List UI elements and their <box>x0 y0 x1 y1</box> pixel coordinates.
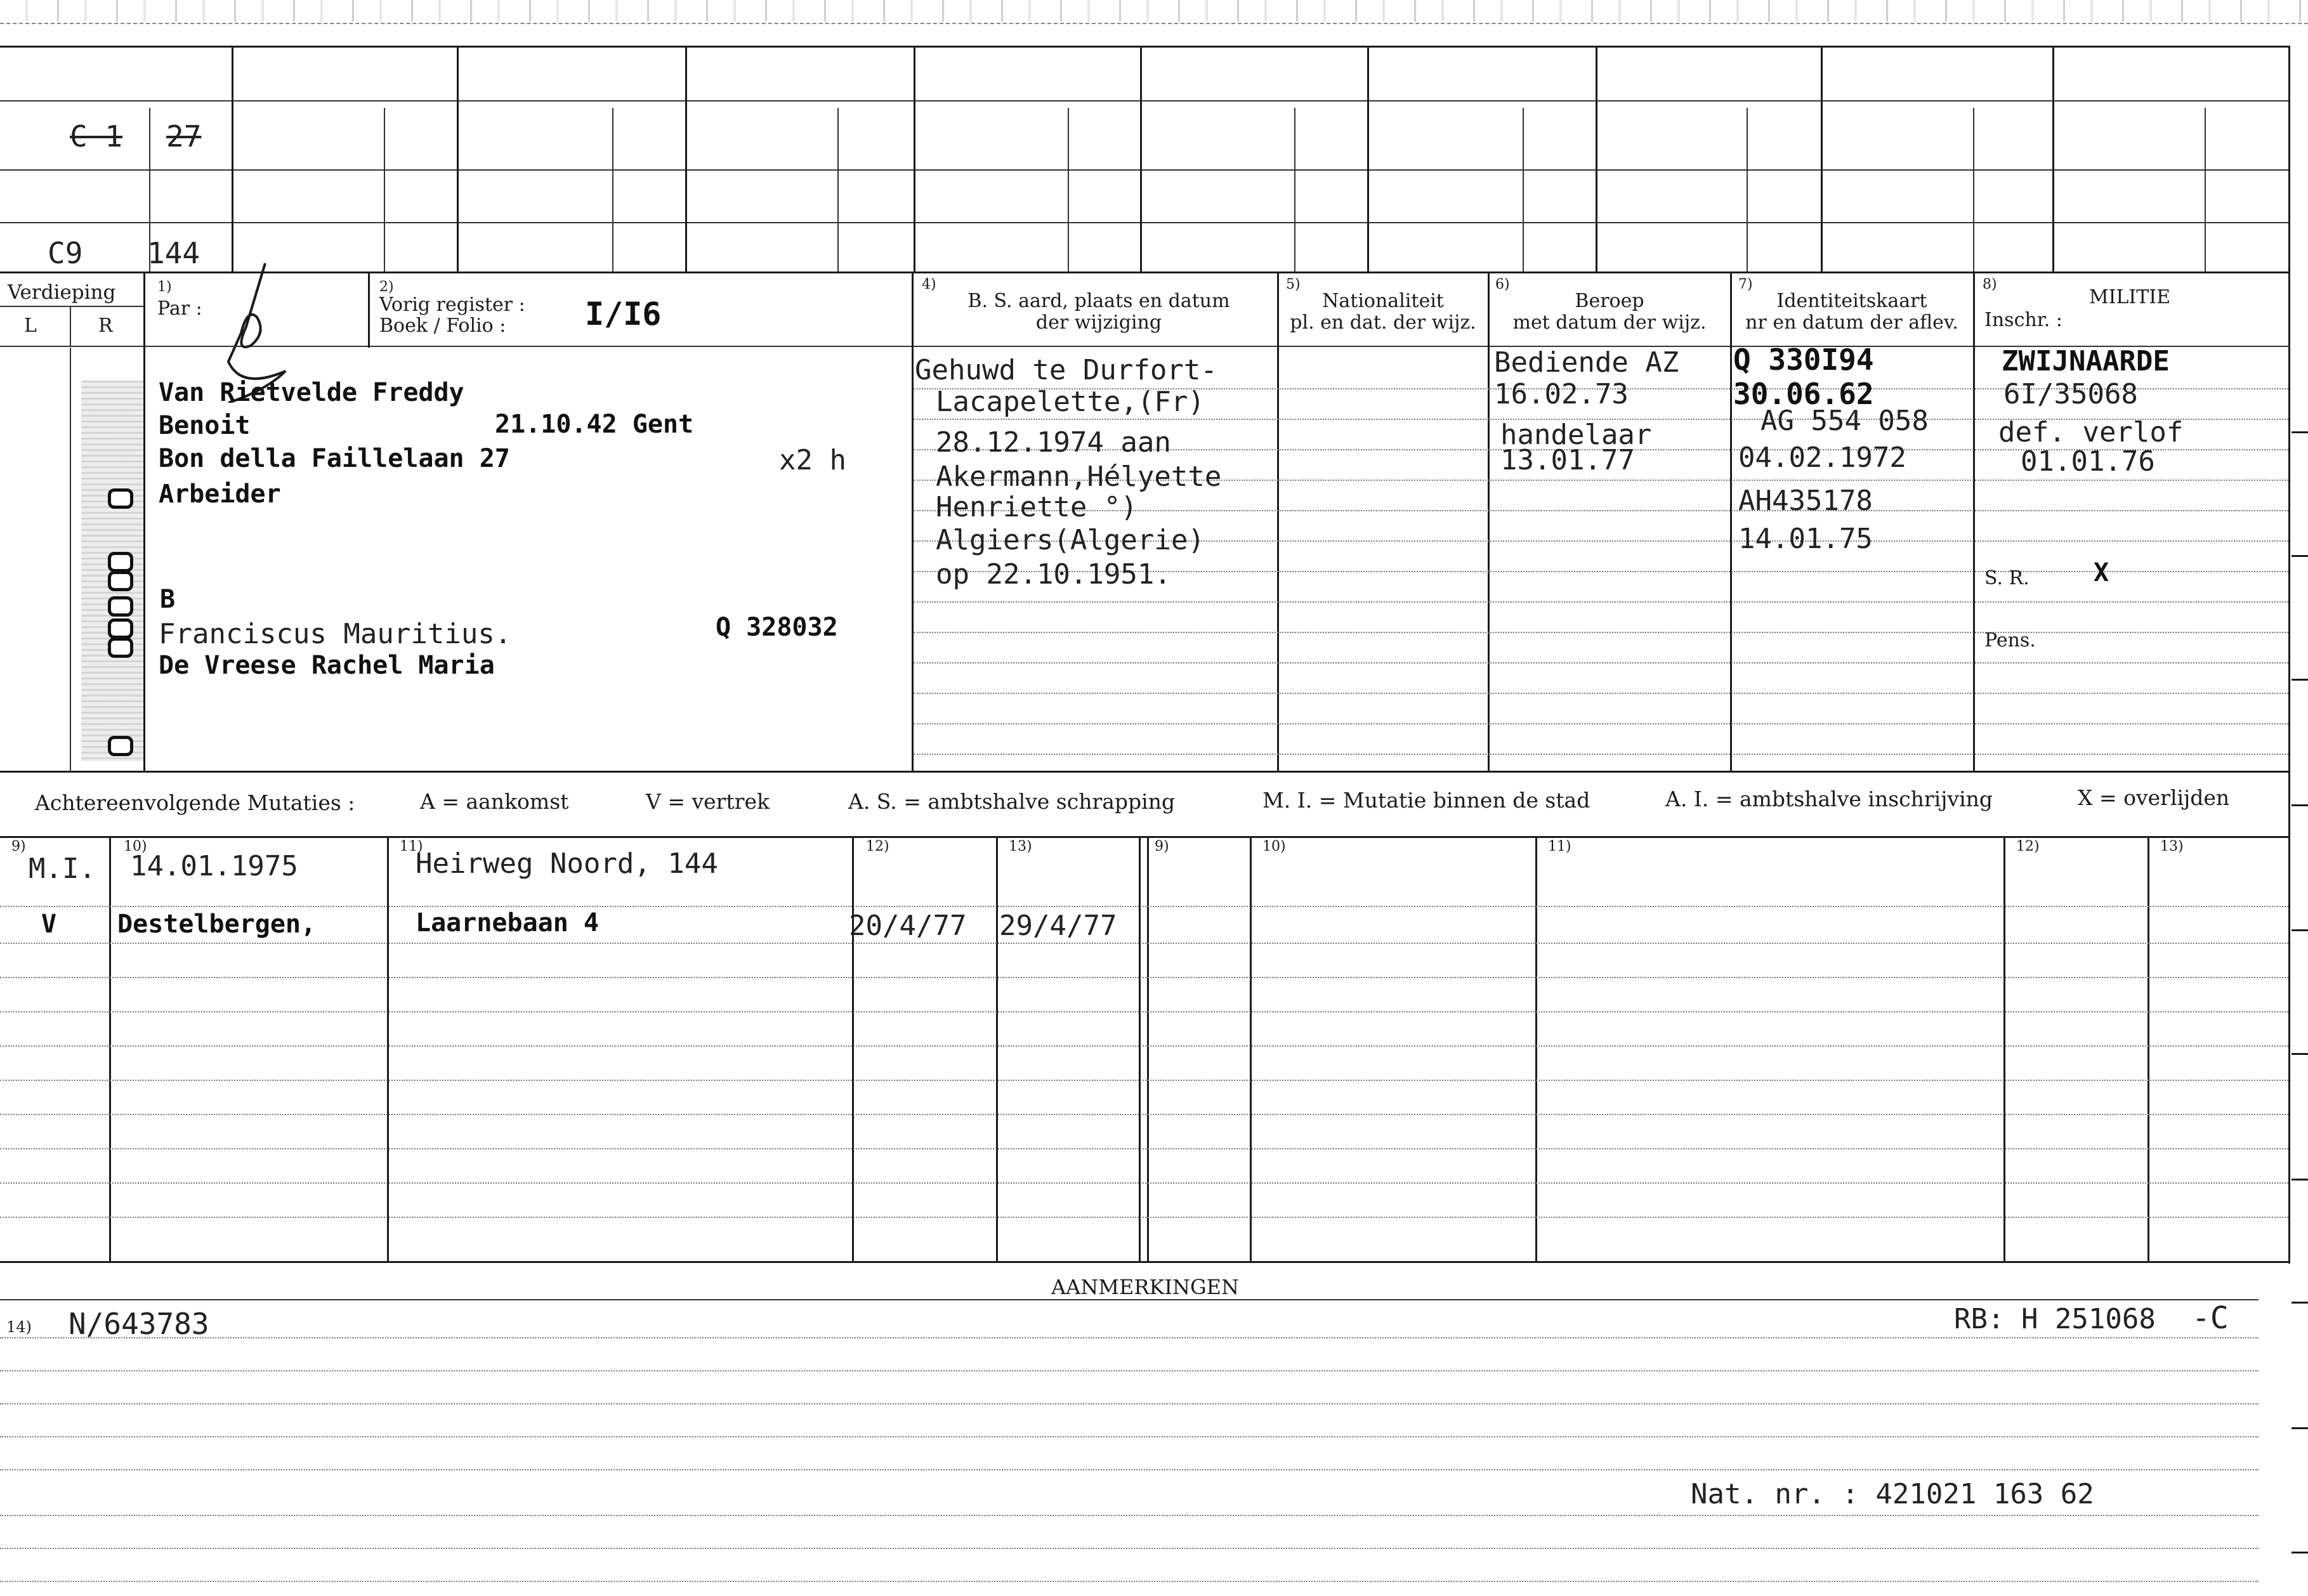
aanmerkingen-rb-suffix: -C <box>2192 1300 2229 1336</box>
mutatie-code: V <box>41 910 57 939</box>
beroep-label-line2: met datum der wijz. <box>1512 311 1707 334</box>
bs-line: Lacapelette,(Fr) <box>936 386 1205 418</box>
legend-mutatie-stad: M. I. = Mutatie binnen de stad <box>1262 788 1590 813</box>
scan-top-line <box>0 23 2308 24</box>
boek-folio-label: Boek / Folio : <box>379 315 506 337</box>
nat-number: 5) <box>1286 277 1301 292</box>
militie-pens-label: Pens. <box>1984 629 2036 651</box>
bs-line: Akermann,Hélyette <box>936 461 1222 493</box>
bs-label-line1: B. S. aard, plaats en datum <box>967 290 1230 312</box>
mutatie-date13: 29/4/77 <box>999 910 1117 942</box>
person-name: Van Rietvelde Freddy <box>159 378 464 407</box>
id-number: 7) <box>1738 277 1753 292</box>
militie-sr-label: S. R. <box>1984 567 2029 589</box>
verdieping-l-label: L <box>24 315 37 337</box>
militie-label: MILITIE <box>2088 286 2171 308</box>
punch-hole <box>108 618 133 639</box>
militie-line: 01.01.76 <box>2021 445 2155 478</box>
mutatie-date12: 20/4/77 <box>849 910 967 942</box>
bs-number: 4) <box>922 277 936 292</box>
punch-hole <box>108 488 133 509</box>
mutatie-address: Heirweg Noord, 144 <box>416 847 718 880</box>
beroep-line: Bediende AZ <box>1494 346 1679 379</box>
national-number: Nat. nr. : 421021 163 62 <box>1691 1478 2094 1510</box>
id-label-line1: Identiteitskaart <box>1776 290 1927 312</box>
beroep-line: handelaar <box>1500 419 1652 451</box>
beroep-number: 6) <box>1495 277 1510 292</box>
mutatie-date: 14.01.1975 <box>130 850 298 882</box>
legend-overlijden: X = overlijden <box>2078 785 2230 810</box>
bs-label-line2: der wijziging <box>1035 311 1162 334</box>
par-label: Par : <box>157 298 202 320</box>
punch-hole <box>108 552 133 572</box>
person-birth: 21.10.42 Gent <box>495 410 694 439</box>
mutaties-title: Achtereenvolgende Mutaties : <box>35 790 355 815</box>
beroep-line: 16.02.73 <box>1494 378 1629 410</box>
mutatie-col-number: 11) <box>1548 839 1571 854</box>
legend-vertrek: V = vertrek <box>646 789 770 814</box>
legend-aankomst: A = aankomst <box>420 789 569 814</box>
militie-number: 8) <box>1983 277 1997 292</box>
aanmerkingen-number: 14) <box>6 1318 32 1336</box>
id-label-line2: nr en datum der aflev. <box>1745 311 1958 334</box>
punch-hole <box>108 736 133 756</box>
mutatie-col-number: 12) <box>2016 839 2040 854</box>
mutaties-bottom <box>0 1261 2290 1263</box>
person-left-border <box>70 348 71 771</box>
mutatie-address: Laarnebaan 4 <box>416 908 599 938</box>
militie-sr-value: X <box>2094 558 2109 587</box>
mutatie-col-number: 9) <box>11 839 26 854</box>
vorig-number: 2) <box>379 279 394 295</box>
beroep-line: 13.01.77 <box>1500 444 1635 476</box>
aanmerkingen-line <box>0 1299 2259 1300</box>
mutatie-col-number: 13) <box>1009 839 1032 854</box>
vorig-register-label: Vorig register : <box>379 294 525 316</box>
id-line: 30.06.62 <box>1733 377 1874 411</box>
militie-line: ZWIJNAARDE <box>2002 345 2170 377</box>
person-mother: De Vreese Rachel Maria <box>159 651 495 680</box>
mutatie-col-number: 9) <box>1155 839 1169 854</box>
mutaties-top <box>0 836 2290 838</box>
top-grid-row2-right: 144 <box>147 236 200 270</box>
militie-inschr-label: Inschr. : <box>1984 309 2062 331</box>
person-block-bottom <box>0 771 2290 773</box>
mutatie-col-number: 10) <box>124 839 147 854</box>
beroep-label-line1: Beroep <box>1575 290 1644 312</box>
militie-line: 6I/35068 <box>2003 378 2138 410</box>
aanmerkingen-rb: RB: H 251068 <box>1954 1303 2156 1335</box>
person-address: Bon della Faillelaan 27 <box>159 444 510 473</box>
vorig-register-value: I/I6 <box>585 296 662 332</box>
person-mark: x2 h <box>779 444 846 476</box>
id-line: 14.01.75 <box>1738 523 1873 555</box>
legend-schrapping: A. S. = ambtshalve schrapping <box>848 789 1176 814</box>
mutatie-col-number: 12) <box>866 839 889 854</box>
mutatie-col-number: 10) <box>1262 839 1286 854</box>
nat-label-line1: Nationaliteit <box>1322 290 1444 312</box>
verdieping-label: Verdieping <box>8 281 116 304</box>
bs-line: Gehuwd te Durfort- <box>915 354 1217 386</box>
mutatie-date: Destelbergen, <box>117 910 317 939</box>
verdieping-r-label: R <box>98 315 113 337</box>
top-grid-row1-left: C 1 <box>70 119 123 154</box>
nat-label-line2: pl. en dat. der wijz. <box>1290 311 1476 334</box>
person-second-name: Benoit <box>159 411 251 440</box>
mutatie-col-number: 13) <box>2160 839 2184 854</box>
legend-inschrijving: A. I. = ambtshalve inschrijving <box>1665 787 1993 811</box>
id-line: Q 330I94 <box>1733 343 1874 377</box>
punch-hole <box>108 571 133 591</box>
punch-hole <box>108 638 133 658</box>
punch-hole <box>108 596 133 617</box>
person-father-ref: Q 328032 <box>716 613 838 642</box>
person-occupation: Arbeider <box>159 480 281 509</box>
militie-line: def. verlof <box>1998 416 2184 448</box>
mutatie-code: M.I. <box>29 853 96 885</box>
bs-line: op 22.10.1951. <box>936 558 1171 591</box>
id-line: AH435178 <box>1738 485 1873 517</box>
top-grid-row1-right: 27 <box>166 119 202 154</box>
person-letter-b: B <box>160 585 176 614</box>
id-line: 04.02.1972 <box>1738 442 1906 474</box>
scan-top-edge <box>0 0 2308 22</box>
bs-line: Algiers(Algerie) <box>936 524 1205 556</box>
mutatie-col-number: 11) <box>400 839 423 854</box>
bs-line: Henriette °) <box>936 491 1138 523</box>
top-grid-row2-left: C9 <box>48 236 83 270</box>
person-father: Franciscus Mauritius. <box>159 618 512 650</box>
id-line: AG 554 058 <box>1761 405 1929 437</box>
par-number: 1) <box>157 279 172 295</box>
aanmerkingen-title: AANMERKINGEN <box>1051 1275 1239 1299</box>
aanmerkingen-ref: N/643783 <box>69 1307 209 1341</box>
bs-line: 28.12.1974 aan <box>936 426 1171 459</box>
